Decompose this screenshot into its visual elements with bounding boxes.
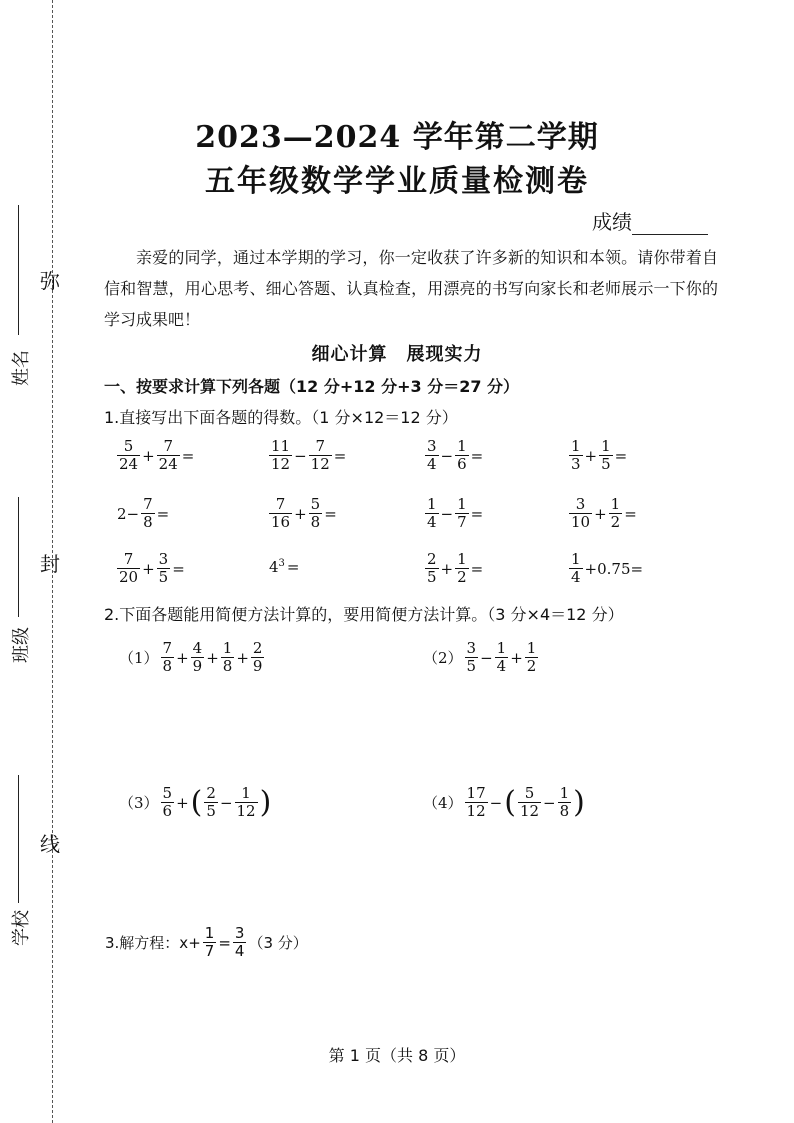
fraction bbox=[157, 438, 180, 473]
math-text: + bbox=[594, 504, 607, 523]
fraction bbox=[455, 551, 469, 586]
numerator: 11 bbox=[271, 437, 291, 455]
denominator: 8 bbox=[162, 657, 173, 675]
denominator: 16 bbox=[271, 513, 291, 531]
math-text: = bbox=[624, 504, 637, 523]
math-text: （3） bbox=[119, 794, 159, 812]
numerator: 1 bbox=[571, 437, 581, 455]
denominator: 2 bbox=[457, 568, 467, 586]
numerator: 2 bbox=[427, 550, 437, 568]
fraction bbox=[233, 925, 247, 960]
numerator: 2 bbox=[206, 784, 216, 802]
numerator: 1 bbox=[559, 784, 570, 802]
q1-item bbox=[424, 496, 484, 531]
fraction bbox=[518, 785, 541, 820]
math-text: + bbox=[176, 648, 189, 667]
fraction bbox=[609, 496, 623, 531]
parenthesis: ( bbox=[504, 784, 516, 820]
numerator: 1 bbox=[526, 639, 537, 657]
denominator: 8 bbox=[222, 657, 233, 675]
math-text: +0.75= bbox=[584, 559, 644, 578]
math-text: = bbox=[470, 559, 484, 578]
denominator: 3 bbox=[571, 455, 581, 473]
numerator: 7 bbox=[123, 550, 134, 568]
math-text: （3 分） bbox=[248, 934, 308, 952]
school-label: 学校 bbox=[11, 910, 32, 946]
numerator: 1 bbox=[496, 639, 507, 657]
name-underline bbox=[18, 205, 19, 335]
q3-equation bbox=[104, 925, 309, 960]
numerator: 5 bbox=[162, 784, 173, 802]
exam-title-line1: 2023—2024 学年第二学期 bbox=[195, 120, 599, 155]
numerator: 1 bbox=[241, 784, 251, 802]
q2-item bbox=[422, 785, 586, 820]
parenthesis: ) bbox=[259, 784, 272, 820]
section-title: 细心计算 展现实力 bbox=[311, 344, 483, 365]
q1-item bbox=[568, 438, 628, 473]
numerator: 3 bbox=[234, 924, 245, 942]
denominator: 4 bbox=[427, 513, 437, 531]
denominator: 4 bbox=[496, 657, 507, 675]
class-field[interactable] bbox=[0, 497, 40, 677]
fraction bbox=[161, 640, 175, 675]
math-text: + bbox=[440, 559, 454, 578]
class-label: 班级 bbox=[11, 627, 32, 663]
q1-item bbox=[268, 438, 347, 473]
denominator: 12 bbox=[519, 802, 540, 820]
fraction bbox=[204, 785, 218, 820]
fraction bbox=[309, 438, 332, 473]
math-text: 3.解方程：x+ bbox=[105, 934, 201, 952]
denominator: 12 bbox=[466, 802, 486, 820]
fraction bbox=[161, 785, 175, 820]
fraction bbox=[495, 640, 509, 675]
seal-char-feng: 封 bbox=[40, 552, 60, 576]
denominator: 8 bbox=[559, 802, 570, 820]
denominator: 20 bbox=[119, 568, 139, 586]
name-label: 姓名 bbox=[11, 350, 32, 386]
math-text: − bbox=[543, 793, 556, 812]
numerator: 7 bbox=[275, 495, 286, 513]
q1-item bbox=[268, 558, 301, 576]
fraction bbox=[599, 438, 613, 473]
numerator: 1 bbox=[457, 437, 467, 455]
denominator: 5 bbox=[427, 568, 437, 586]
math-text: − bbox=[294, 446, 307, 465]
fraction bbox=[309, 496, 323, 531]
denominator: 7 bbox=[204, 942, 215, 960]
math-text: − bbox=[219, 793, 233, 812]
fraction bbox=[425, 496, 439, 531]
fraction bbox=[251, 640, 265, 675]
score-field[interactable] bbox=[592, 206, 708, 235]
fraction bbox=[425, 551, 439, 586]
fraction bbox=[235, 785, 258, 820]
denominator: 6 bbox=[162, 802, 173, 820]
numerator: 3 bbox=[158, 550, 169, 568]
denominator: 4 bbox=[234, 942, 245, 960]
intro-paragraph: 亲爱的同学，通过本学期的学习，你一定收获了许多新的知识和本领。请你带着自信和智慧，用心思考、细心答题、认真检查，用漂亮的书写向家长和老师展示一下你的学习成果吧！ bbox=[104, 248, 718, 329]
numerator: 1 bbox=[601, 437, 611, 455]
exam-title-line2: 五年级数学学业质量检测卷 bbox=[205, 164, 589, 199]
school-underline bbox=[18, 775, 19, 903]
fraction bbox=[191, 640, 205, 675]
numerator: 4 bbox=[192, 639, 203, 657]
denominator: 12 bbox=[236, 802, 256, 820]
denominator: 24 bbox=[158, 455, 178, 473]
numerator: 1 bbox=[427, 495, 437, 513]
numerator: 17 bbox=[466, 784, 486, 802]
q2-item bbox=[422, 640, 539, 675]
numerator: 1 bbox=[457, 495, 467, 513]
denominator: 4 bbox=[427, 455, 437, 473]
denominator: 2 bbox=[526, 657, 537, 675]
denominator: 5 bbox=[206, 802, 216, 820]
seal-char-xian: 线 bbox=[40, 832, 60, 856]
numerator: 1 bbox=[571, 550, 581, 568]
fraction bbox=[221, 640, 235, 675]
numerator: 7 bbox=[163, 437, 173, 455]
math-text: + bbox=[584, 446, 598, 465]
fraction bbox=[455, 438, 469, 473]
denominator: 8 bbox=[310, 513, 321, 531]
q2-heading: 2.下面各题能用简便方法计算的，要用简便方法计算。（3 分×4＝12 分） bbox=[104, 605, 624, 624]
math-text: （2） bbox=[423, 649, 463, 667]
score-label: 成绩 bbox=[592, 210, 632, 234]
seal-char-mi: 弥 bbox=[40, 269, 60, 293]
fraction bbox=[455, 496, 469, 531]
q1-item bbox=[268, 496, 338, 531]
fraction bbox=[569, 438, 583, 473]
school-field[interactable] bbox=[0, 775, 40, 945]
math-text: − bbox=[480, 648, 493, 667]
denominator: 5 bbox=[158, 568, 169, 586]
q1-item bbox=[568, 551, 644, 586]
q2-item bbox=[118, 640, 265, 675]
numerator: 2 bbox=[252, 639, 263, 657]
denominator: 4 bbox=[571, 568, 581, 586]
numerator: 7 bbox=[315, 437, 325, 455]
denominator: 12 bbox=[310, 455, 330, 473]
numerator: 3 bbox=[466, 639, 477, 657]
fraction bbox=[117, 551, 140, 586]
q2-item bbox=[118, 785, 272, 820]
math-text: − bbox=[440, 446, 454, 465]
denominator: 9 bbox=[192, 657, 203, 675]
q1-item bbox=[424, 551, 484, 586]
numerator: 1 bbox=[610, 495, 621, 513]
math-text: + bbox=[176, 793, 189, 812]
class-underline bbox=[18, 497, 19, 617]
fraction bbox=[269, 496, 292, 531]
math-text: + bbox=[510, 648, 523, 667]
page-number: 第 1 页（共 8 页） bbox=[328, 1046, 466, 1065]
math-text: = bbox=[470, 446, 484, 465]
numerator: 5 bbox=[310, 495, 321, 513]
math-text: + bbox=[206, 648, 219, 667]
numerator: 1 bbox=[457, 550, 467, 568]
q1-item bbox=[424, 438, 484, 473]
math-text: = bbox=[286, 558, 300, 576]
math-text: − bbox=[440, 504, 454, 523]
fraction bbox=[569, 551, 583, 586]
parenthesis: ( bbox=[190, 784, 203, 820]
math-text: + bbox=[142, 559, 155, 578]
numerator: 7 bbox=[162, 639, 173, 657]
denominator: 5 bbox=[601, 455, 611, 473]
fraction bbox=[558, 785, 572, 820]
fraction bbox=[465, 640, 479, 675]
denominator: 8 bbox=[143, 513, 153, 531]
part1-heading: 一、按要求计算下列各题（12 分+12 分+3 分＝27 分） bbox=[104, 377, 520, 396]
math-text: + bbox=[294, 504, 307, 523]
power: $4^3$ bbox=[269, 558, 285, 576]
numerator: 7 bbox=[143, 495, 153, 513]
math-text: + bbox=[142, 446, 155, 465]
numerator: 1 bbox=[204, 924, 215, 942]
numerator: 3 bbox=[427, 437, 437, 455]
math-text: + bbox=[236, 648, 249, 667]
numerator: 3 bbox=[575, 495, 586, 513]
q1-item bbox=[568, 496, 638, 531]
denominator: 12 bbox=[271, 455, 291, 473]
denominator: 6 bbox=[457, 455, 467, 473]
fraction bbox=[569, 496, 592, 531]
math-text: = bbox=[181, 446, 195, 465]
denominator: 2 bbox=[610, 513, 621, 531]
math-text: = bbox=[470, 504, 484, 523]
fraction bbox=[141, 496, 155, 531]
denominator: 5 bbox=[466, 657, 477, 675]
math-text: （4） bbox=[423, 794, 463, 812]
fraction bbox=[117, 438, 140, 473]
numerator: 1 bbox=[222, 639, 233, 657]
parenthesis: ) bbox=[573, 784, 585, 820]
math-text: = bbox=[333, 446, 347, 465]
fraction bbox=[157, 551, 171, 586]
math-text: （1） bbox=[119, 649, 159, 667]
math-text: = bbox=[218, 933, 231, 952]
q1-item bbox=[116, 551, 186, 586]
q1-item bbox=[116, 496, 170, 531]
q1-heading: 1.直接写出下面各题的得数。（1 分×12＝12 分） bbox=[104, 408, 458, 427]
numerator: 5 bbox=[524, 784, 535, 802]
math-text: = bbox=[156, 504, 170, 523]
fraction bbox=[425, 438, 439, 473]
denominator: 7 bbox=[457, 513, 467, 531]
numerator: 5 bbox=[123, 437, 134, 455]
fraction bbox=[203, 925, 217, 960]
score-blank[interactable] bbox=[632, 214, 708, 235]
math-text: 2− bbox=[117, 504, 140, 523]
fraction bbox=[465, 785, 488, 820]
q1-item bbox=[116, 438, 195, 473]
denominator: 9 bbox=[252, 657, 263, 675]
math-text: − bbox=[489, 793, 503, 812]
denominator: 24 bbox=[119, 455, 139, 473]
denominator: 10 bbox=[571, 513, 591, 531]
fraction bbox=[269, 438, 292, 473]
math-text: = bbox=[324, 504, 337, 523]
math-text: = bbox=[172, 559, 185, 578]
math-text: = bbox=[614, 446, 628, 465]
fraction bbox=[525, 640, 539, 675]
